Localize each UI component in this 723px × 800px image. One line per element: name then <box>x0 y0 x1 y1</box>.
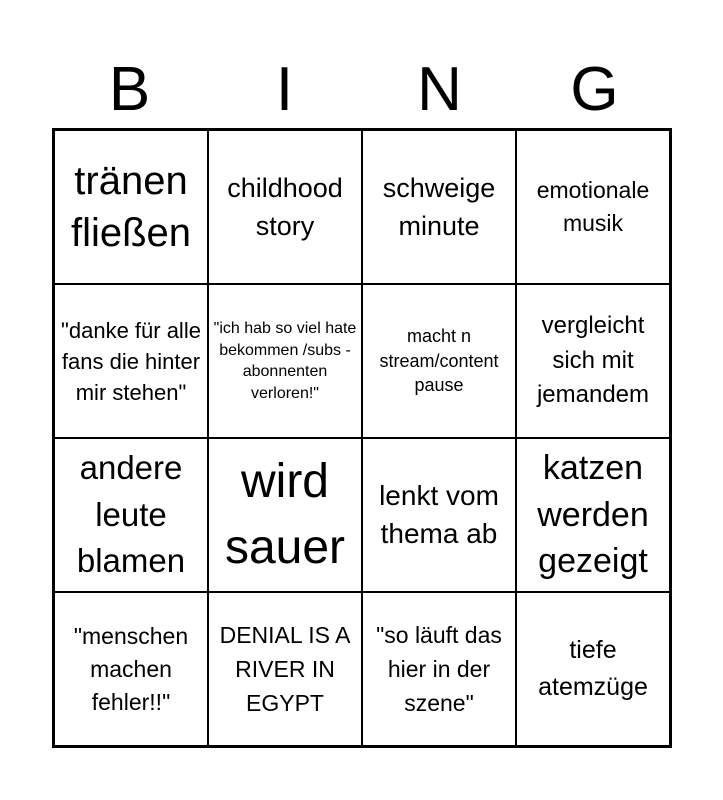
cell-text: childhood story <box>227 173 343 241</box>
cell-text: DENIAL IS A RIVER IN EGYPT <box>219 622 351 716</box>
bingo-cell-11[interactable] <box>362 438 516 592</box>
header-letter-b: B <box>108 55 151 124</box>
bingo-header <box>52 52 672 128</box>
bingo-cell-16[interactable] <box>516 592 670 746</box>
bingo-cell-9[interactable] <box>54 438 208 592</box>
cell-text: "danke für alle fans die hinter mir stehen" <box>61 317 201 405</box>
header-letter-g: G <box>570 55 619 124</box>
bingo-cell-3[interactable] <box>362 130 516 284</box>
cell-text: macht n stream/content pause <box>379 326 499 396</box>
bingo-cell-2[interactable] <box>208 130 362 284</box>
cell-text: schweige minute <box>382 173 496 241</box>
bingo-cell-1[interactable] <box>54 130 208 284</box>
cell-text: "ich hab so viel hate bekommen /subs - abonnenten verloren!" <box>213 320 357 402</box>
bingo-cell-15[interactable] <box>362 592 516 746</box>
cell-text: "menschen machen fehler!!" <box>73 622 189 715</box>
header-letter-i: I <box>275 55 294 124</box>
bingo-cell-4[interactable] <box>516 130 670 284</box>
bingo-cell-14[interactable] <box>208 592 362 746</box>
bingo-cell-7[interactable] <box>362 284 516 438</box>
bingo-cell-10[interactable] <box>208 438 362 592</box>
bingo-cell-8[interactable] <box>516 284 670 438</box>
cell-text: andere leute blamen <box>76 449 186 580</box>
cell-text: tränen fließen <box>70 159 192 255</box>
cell-text: katzen werden gezeigt <box>537 449 649 581</box>
bingo-board <box>52 128 672 748</box>
cell-text: tiefe atemzüge <box>538 636 648 701</box>
header-letter-n: N <box>417 55 462 124</box>
bingo-cell-5[interactable] <box>54 284 208 438</box>
bingo-cell-6[interactable] <box>208 284 362 438</box>
cell-text: vergleicht sich mit jemandem <box>536 312 650 409</box>
bingo-cell-13[interactable] <box>54 592 208 746</box>
cell-text: lenkt vom thema ab <box>379 479 499 549</box>
cell-text: emotionale musik <box>536 177 650 236</box>
cell-text: "so läuft das hier in der szene" <box>376 622 502 716</box>
cell-text: wird sauer <box>224 455 346 574</box>
bingo-cell-12[interactable] <box>516 438 670 592</box>
